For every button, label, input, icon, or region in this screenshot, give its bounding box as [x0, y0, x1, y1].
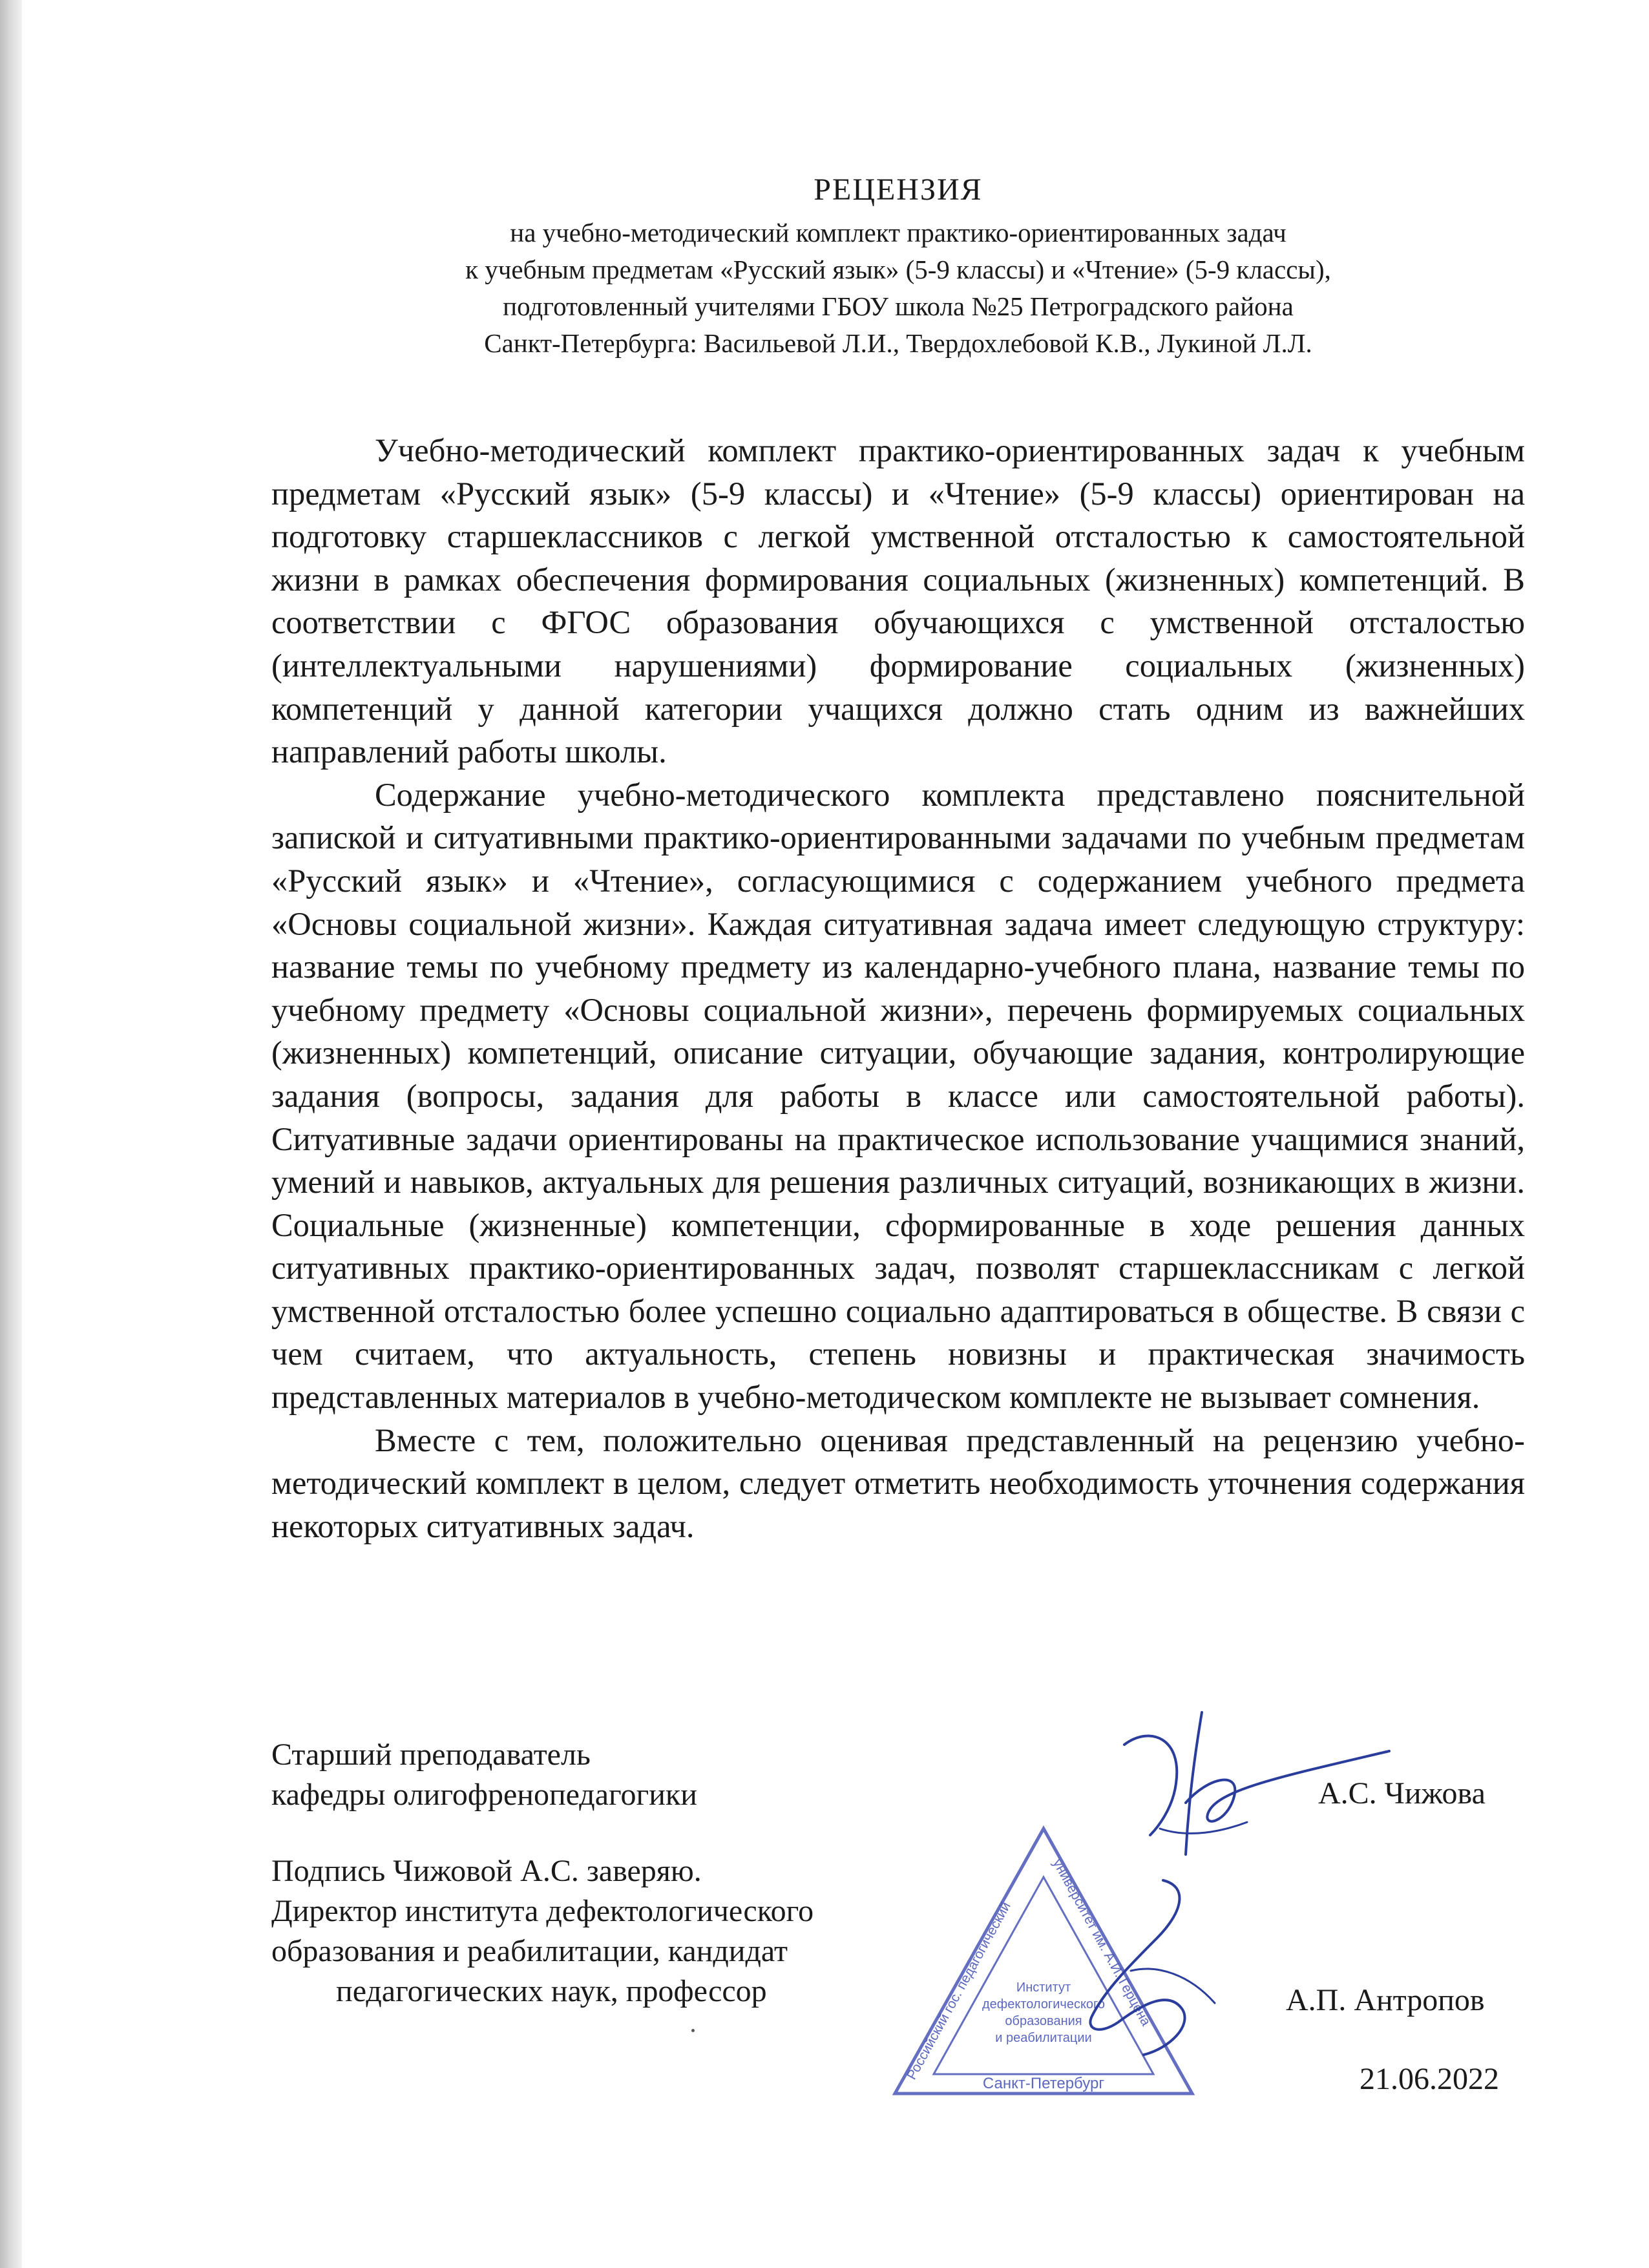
- director-name: А.П. Антропов: [1286, 1983, 1485, 2017]
- reviewer-name: А.С. Чижова: [1318, 1776, 1486, 1811]
- document-title: РЕЦЕНЗИЯ: [814, 173, 983, 207]
- review-date: 21.06.2022: [1360, 2062, 1499, 2096]
- scan-speck: [691, 2029, 695, 2032]
- subtitle-line-3: подготовленный учителями ГБОУ школа №25 Петроградского района: [503, 291, 1294, 321]
- subtitle-line-4: Санкт-Петербурга: Васильевой Л.И., Твердохлебовой К.В., Лукиной Л.Л.: [484, 328, 1312, 358]
- stamp-center-line-4: и реабилитации: [995, 2031, 1092, 2045]
- director-signature: [1034, 1861, 1254, 2094]
- stamp-center-line-2: дефектологического: [982, 1997, 1106, 2011]
- stamp-center-line-1: Институт: [1016, 1980, 1071, 1995]
- reviewer-position-line-1: Старший преподаватель: [271, 1738, 591, 1772]
- scan-edge-shadow: [0, 0, 22, 2268]
- review-body: [271, 429, 1525, 1548]
- reviewer-position: [271, 1735, 697, 1815]
- stamp-outer-right-text: университет им. А.И. Герцена: [1049, 1856, 1153, 2029]
- subtitle-line-2: к учебным предметам «Русский язык» (5-9 классы) и «Чтение» (5-9 классы),: [465, 255, 1331, 284]
- certification-line-3: образования и реабилитации, кандидат: [271, 1934, 788, 1968]
- certification-line-2: Директор института дефектологического: [271, 1894, 814, 1928]
- stamp-center-line-3: образования: [1005, 2014, 1082, 2028]
- stamp-bottom-text: Санкт-Петербург: [982, 2075, 1105, 2092]
- certification-line-1: Подпись Чижовой А.С. заверяю.: [271, 1854, 702, 1888]
- stamp-outer-left-text: Российский гос. педагогический: [904, 1899, 1014, 2083]
- paragraph-3: Вместе с тем, положительно оценивая представленный на рецензию учебно-методический комплект в целом, следует отметить необходимость уточнения содержания некоторых ситуативных задач.: [271, 1422, 1525, 1544]
- certification-block: [271, 1851, 814, 2011]
- paragraph-2: Содержание учебно-методического комплекта представлено пояснительной запиской и ситуативными практико-ориентированными задачами по учебным предметам «Русский язык» и «Чтение», согласующимися с содержанием учебного предмета «Основы социальной жизни». Каждая ситуативная задача имеет следующую структуру: название темы по учебному предмету из календарно-учебного плана, название темы по учебному предмету «Основы социальной жизни», перечень формируемых социальных (жизненных) компетенций, описание ситуации, обучающие задания, контролирующие задания (вопросы, задания для работы в классе или самостоятельной работы). Ситуативные задачи ориентированы на практическое использование учащимися знаний, умений и навыков, актуальных для решения различных ситуаций, возникающих в жизни. Социальные (жизненные) компетенции, сформированные в ходе решения данных ситуативных практико-ориентированных задач, позволят старшеклассникам с легкой умственной отсталостью более успешно социально адаптироваться в обществе. В связи с чем считаем, что актуальность, степень новизны и практическая значимость представленных материалов в учебно-методическом комплекте не вызывает сомнения.: [271, 776, 1525, 1416]
- reviewer-position-line-2: кафедры олигофренопедагогики: [271, 1778, 697, 1812]
- paragraph-1: Учебно-методический комплект практико-ориентированных задач к учебным предметам «Русский язык» (5-9 классы) и «Чтение» (5-9 классы) ориентирован на подготовку старшеклассников с легкой умственной отсталостью к самостоятельной жизни в рамках обеспечения формирования социальных (жизненных) компетенций. В соответствии с ФГОС образования обучающихся с умственной отсталостью (интеллектуальными нарушениями) формирование социальных (жизненных) компетенций у данной категории учащихся должно стать одним из важнейших направлений работы школы.: [271, 432, 1525, 770]
- svg-text:Российский гос. педагогический: [904, 1900, 1014, 2083]
- document-header: [258, 169, 1538, 362]
- subtitle-line-1: на учебно-методический комплект практико-ориентированных задач: [510, 218, 1287, 247]
- certification-line-4: педагогических наук, профессор: [336, 1974, 767, 2008]
